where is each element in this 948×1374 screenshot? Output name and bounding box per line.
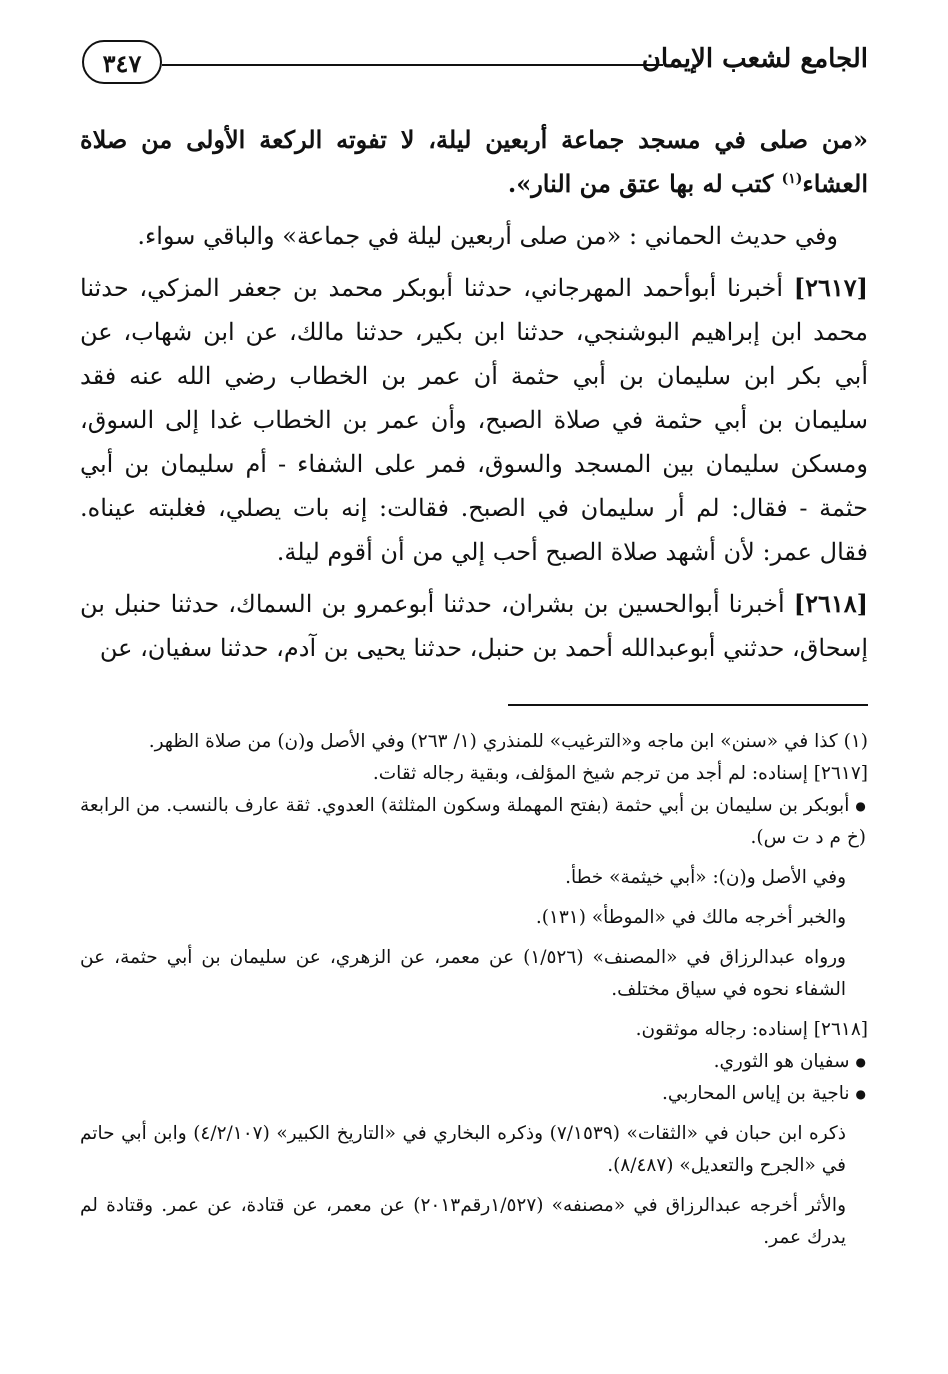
hadith-text-2618: أخبرنا أبوالحسين بن بشران، حدثنا أبوعمرو بن السماك، حدثنا حنبل بن إسحاق، حدثني أبوعبدالله أحمد بن حنبل، حدثنا يحيى بن آدم، حدثنا سفيان، عن: [80, 590, 868, 662]
header-rule: [162, 64, 663, 66]
footnote-2618-ref: ذكره ابن حبان في «الثقات» (٧/١٥٣٩) وذكره البخاري في «التاريخ الكبير» (٤/٢/١٠٧) وابن أبي حاتم في «الجرح والتعديل» (٨/٤٨٧).: [80, 1123, 846, 1176]
footnote-marker: (١): [781, 171, 803, 187]
main-text: [80, 118, 868, 670]
hadith-number-2618: [٢٦١٨]: [793, 589, 869, 618]
page-header: [82, 38, 868, 88]
quote-line-2: كتب له بها عتق من النار».: [507, 169, 774, 198]
hadith-2617: [80, 266, 868, 574]
variant-line: وفي حديث الحماني : «من صلى أربعين ليلة في جماعة» والباقي سواء.: [137, 222, 838, 250]
footnote-2617-variant: وفي الأصل و(ن): «أبي خيثمة» خطأ.: [565, 867, 846, 888]
footnotes: [80, 726, 868, 1254]
footnote-divider: [508, 704, 868, 706]
quote-line-1: «من صلى في مسجد جماعة أربعين ليلة، لا تفوته الركعة الأولى من صلاة العشاء: [80, 125, 868, 198]
running-title: الجامع لشعب الإيمان: [641, 44, 868, 74]
footnote-2617-malik: والخبر أخرجه مالك في «الموطأ» (١٣١).: [535, 907, 846, 928]
hadith-quote: [80, 118, 868, 206]
footnote-2618-bullet-2: ● ناجية بن إياس المحاربي.: [80, 1078, 868, 1110]
hadith-number-2617: [٢٦١٧]: [793, 273, 868, 302]
footnote-1: (١) كذا في «سنن» ابن ماجه و«الترغيب» للمنذري (١/ ٢٦٣) وفي الأصل و(ن) من صلاة الظهر.: [148, 731, 868, 752]
footnote-2617-bullet: ● أبوبكر بن سليمان بن أبي حثمة (بفتح المهملة وسكون المثلثة) العدوي. ثقة عارف بالنسب. من الرابعة (خ م د ت س).: [80, 790, 868, 854]
footnote-2618-athar: والأثر أخرجه عبدالرزاق في «مصنفه» (١/٥٢٧رقم٢٠١٣) عن معمر، عن قتادة، عن عمر. وقتادة لم يدرك عمر.: [80, 1195, 847, 1248]
footnote-2618-bullet-1: ● سفيان هو الثوري.: [80, 1046, 868, 1078]
footnote-2617-abdulrazzaq: ورواه عبدالرزاق في «المصنف» (١/٥٢٦) عن معمر، عن الزهري، عن سليمان بن أبي حثمة، عن الشفاء نحوه في سياق مختلف.: [80, 947, 846, 1000]
page-number: ٣٤٧: [82, 40, 162, 84]
hadith-text-2617: أخبرنا أبوأحمد المهرجاني، حدثنا أبوبكر محمد بن جعفر المزكي، حدثنا محمد ابن إبراهيم البوشنجي، حدثنا ابن بكير، حدثنا مالك، عن ابن شهاب، عن أبي بكر ابن سليمان بن أبي حثمة أن عمر بن الخطاب رضي الله عنه فقد سليمان بن أبي حثمة في صلاة الصبح، وأن عمر بن الخطاب غدا إلى السوق، ومسكن سليمان بين المسجد والسوق، فمر على الشفاء - أم سليمان بن أبي حثمة - فقال: لم أر سليمان في الصبح. فقالت: إنه بات يصلي، فغلبته عيناه. فقال عمر: لأن أشهد صلاة الصبح أحب إلي من أن أقوم ليلة.: [80, 274, 868, 566]
hadith-2618: [80, 582, 868, 670]
footnote-2618-head: [٢٦١٨] إسناده: رجاله موثقون.: [635, 1019, 868, 1040]
footnote-2617-head: [٢٦١٧] إسناده: لم أجد من ترجم شيخ المؤلف، وبقية رجاله ثقات.: [372, 763, 868, 784]
